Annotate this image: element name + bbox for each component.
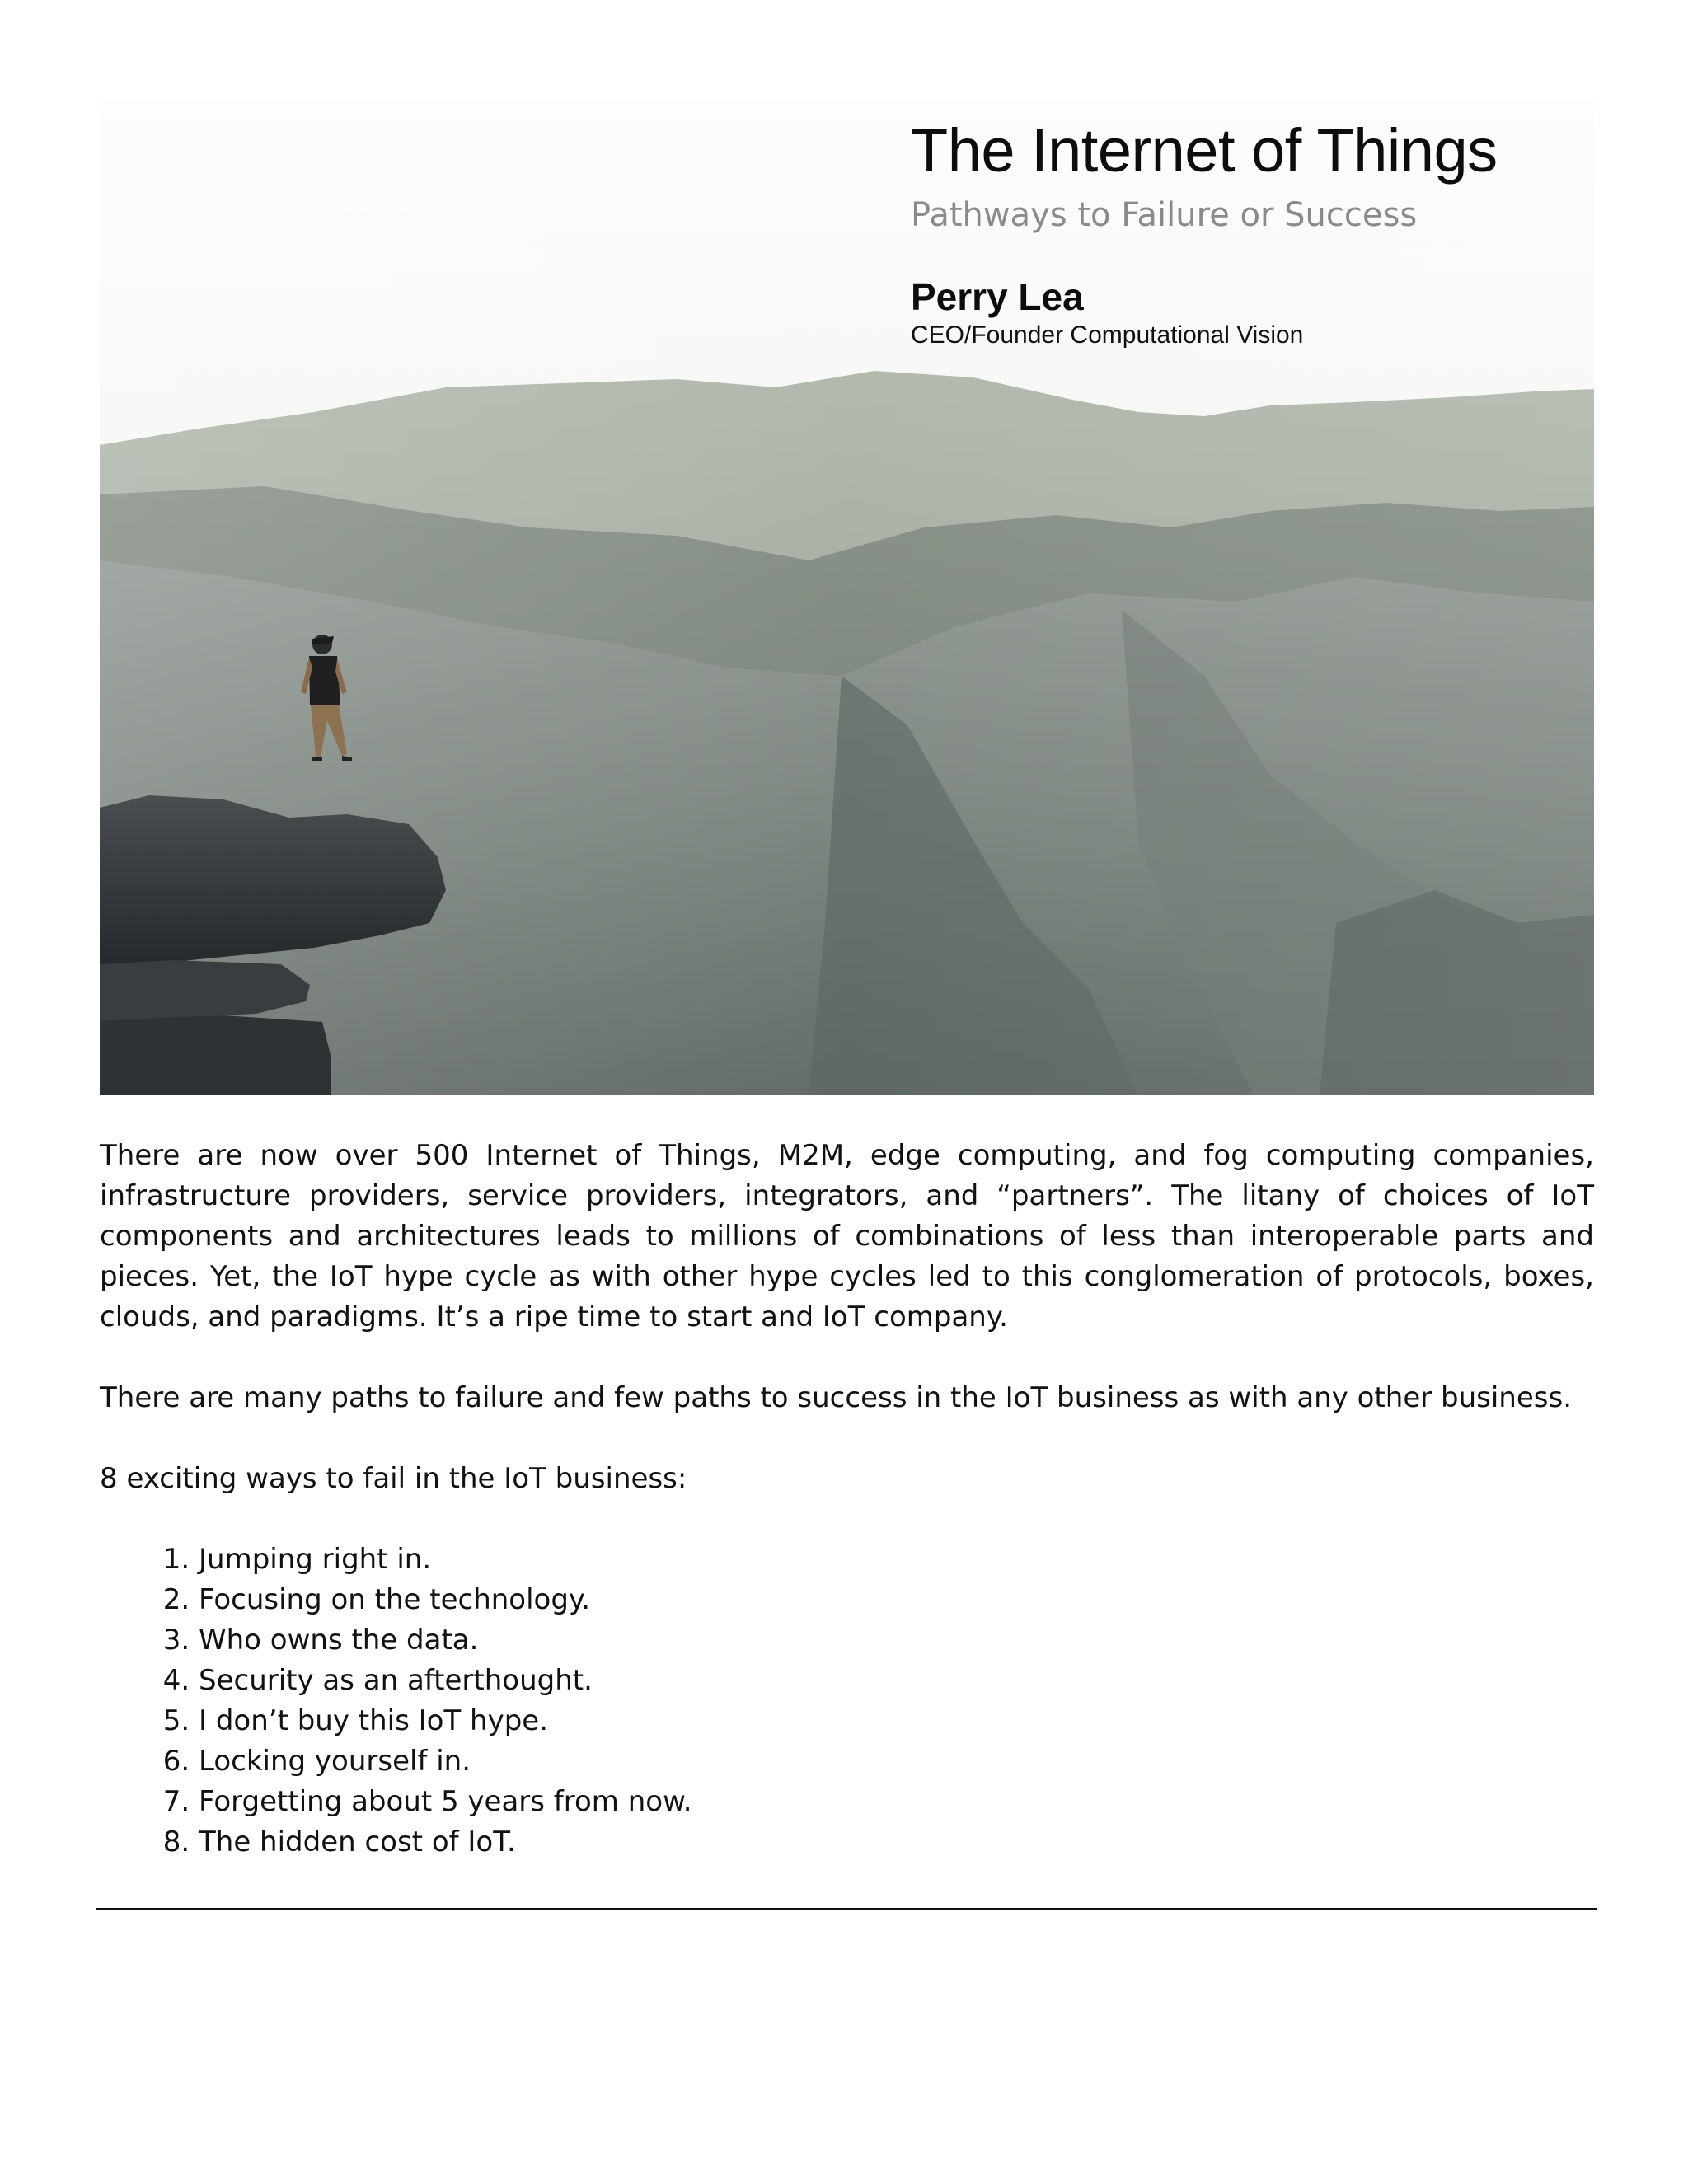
intro-paragraph: There are now over 500 Internet of Things, M2M, edge computing, and fog computing companies, infrastructure providers, service providers, integrators, and “partners”. The litany of choices of IoT components and architectures leads to millions of combinations of less than interoperable parts and pieces. Yet, the IoT hype cycle as with other hype cycles led to this conglomeration of protocols, boxes, clouds, and paradigms. It’s a ripe time to start and IoT company. [100,1139,1594,1333]
author-role: CEO/Founder Computational Vision [911,321,1304,349]
list-item: 7. Forgetting about 5 years from now. [199,1782,1594,1822]
author-name: Perry Lea [911,275,1084,319]
paths-paragraph: There are many paths to failure and few paths to success in the IoT business as with any other business. [100,1381,1573,1414]
horizontal-rule [96,1908,1597,1910]
list-intro: 8 exciting ways to fail in the IoT business: [100,1462,687,1495]
list-item: 2. Focusing on the technology. [199,1580,1594,1620]
cover-title-block [911,117,1587,349]
article-body [100,1136,1594,1863]
list-item: 8. The hidden cost of IoT. [199,1822,1594,1863]
cover-photo [100,99,1594,1095]
list-item: 5. I don’t buy this IoT hype. [199,1701,1594,1741]
list-item: 1. Jumping right in. [199,1540,1594,1580]
list-item: 4. Security as an afterthought. [199,1661,1594,1701]
list-item: 6. Locking yourself in. [199,1741,1594,1782]
list-item: 3. Who owns the data. [199,1620,1594,1661]
failure-ways-list [100,1540,1594,1863]
document-subtitle: Pathways to Failure or Success [911,196,1418,235]
document-title: The Internet of Things [911,116,1498,185]
